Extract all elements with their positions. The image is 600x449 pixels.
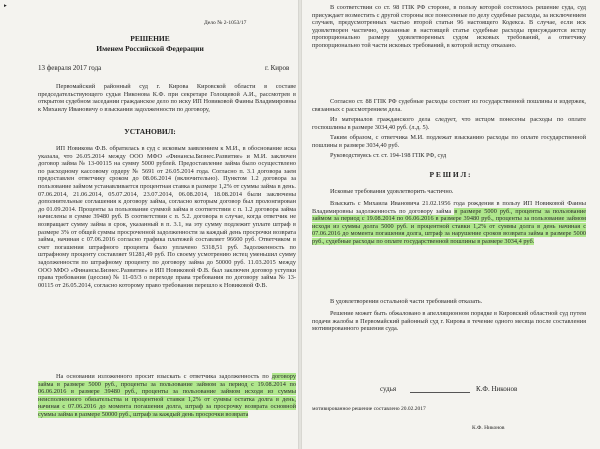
decision-city: г. Киров <box>265 64 290 72</box>
decision-reject-rest: В удовлетворении остальной части требований отказать. <box>330 298 483 305</box>
costs-article-98: В соответствии со ст. 98 ГПК РФ стороне, в пользу которой состоялось решение суда, суд присуждает возместить с другой стороны все понесенные по делу судебные расходы, за исключением случаев, предусмотренных частью второй статьи 96 настоящего Кодекса. В случае, если иск удовлетворен частично, указанные в настоящей статье судебные расходы присуждаются истцу пропорционально размеру удовлетворенных судом исковых требований, а ответчику пропорционально той части исковых требований, в которой истцу отказано. <box>312 4 586 49</box>
decision-partial: Исковые требования удовлетворить частично. <box>330 188 454 195</box>
document-subtitle: Именем Российской Федерации <box>96 44 204 53</box>
document-title: РЕШЕНИЕ <box>130 34 170 43</box>
costs-evidence: Из материалов гражданского дела следует, что истцом понесены расходы по оплате госпошлины в размере 3034,40 руб. (л.д. 5). <box>312 116 586 131</box>
decision-award <box>312 200 586 246</box>
appeal-notice: Решение может быть обжаловано в апелляционном порядке в Кировский областной суд путем подачи жалобы в Первомайский районный суд г. Кирова в течение одного месяца после составления мотивированного решения суда. <box>312 310 586 333</box>
decision-date: 13 февраля 2017 года <box>38 64 102 72</box>
claim-request <box>38 373 296 419</box>
section-established: УСТАНОВИЛ: <box>124 127 176 136</box>
claim-body: ИП Новикова Ф.В. обратилась в суд с исковым заявлением к М.И., в обоснование иска указала, что 26.05.2014 между ООО МФО «Финансы.Бизнес.Развитие» и М.И. заключен договор займа № 13-00115 на сумму 5000 рублей. Предоставление займа было осуществлено по расходному кассовому ордеру № 5691 от 26.05.2014 года. Согласно п. 3.1 договора заем предоставлен ответчику сроком до 08.06.2014 (включительно). Пунктом 1.2 договора за пользование займом устанавливается процентная ставка в размере 1,2% от суммы займа в день. 07.06.2014, 21.06.2014, 05.07.2014, 23.07.2014, 06.08.2014, 18.08.2014 были заключены дополнительные соглашения к договору займа, согласно которым договор был пролонгирован до 01.09.2014. Проценты за пользование суммой займа в соответствии с п. 1.2 договора займа начислены в сумме 39480 руб. В соответствии с п. 5.2. договора в случае, когда ответчик не возвращает сумму займа в срок, указанный в п. 3.1, на эту сумму подлежит уплате штраф в размере 3% от общей суммы просроченной задолженности за каждый день просрочки возврата займа, начиная с 07.06.2016 согласно графика платежей составляет 96600 руб. Ответчиком в счет погашения штрафного процента было уплачено 5318,51 руб. Задолженность по штрафному проценту составляет 91281,49 руб. По своему усмотрению истец уменьшил сумму задолженности по штрафному проценту по договору займа до 50000 руб. 11.03.2015 между ООО МФО «Финансы.Бизнес.Развитие» и ИП Новиковой Ф.В. был заключен договор уступки права требования (цессии) № 11-03/3 о переходе права требования по договору займа № 13-00115 от 26.05.2014, согласно которому право требования перешло к Новиковой Ф.В. <box>38 145 296 289</box>
right-page <box>300 0 600 449</box>
claim-request-plain: На основании изложенного просит взыскать с ответчика задолженность по <box>56 373 269 380</box>
intro-paragraph: Первомайский районный суд г. Кирова Кировской области в составе председательствующего судьи Никонова К.Ф. при секретаре Голощевой А.И., рассмотрев в открытом судебном заседании гражданское дело по иску ИП Новиковой Фаины Владимировны к Михаилу Ивановичу о взыскании задолженности по договору, <box>38 83 296 113</box>
left-margin-mark: ▸ <box>4 3 7 9</box>
legal-basis: Руководствуясь ст. ст. 194-198 ГПК РФ, суд <box>330 152 447 159</box>
case-number: Дело № 2-1053/17 <box>204 20 247 26</box>
claim-request-highlight: договору займа в размере 5000 руб., проценты за пользование займом за период с 19.08.2014 по 06.06.2016 в размере 39480 руб., проценты за пользование займом исходя из суммы неисполненного обязательства и процентной ставки 1,2% от суммы остатка долга в день, начиная с 07.06.2016 до момента погашения долга, штраф за просрочку возврата основной суммы займа в размере 50000 руб., штраф за каждый день просрочки возврата <box>38 373 296 418</box>
costs-article-88: Согласно ст. 88 ГПК РФ судебные расходы состоят из государственной пошлины и издержек, связанных с рассмотрением дела. <box>312 98 586 113</box>
motivated-decision-note: мотивированное решение составлено 20.02.2017 <box>312 406 426 412</box>
signature-line <box>410 392 470 393</box>
costs-conclusion: Таким образом, с ответчика М.И. подлежат взысканию расходы по оплате государственной пошлины в размере 3034,40 руб. <box>312 134 586 149</box>
signature-role: судья <box>380 385 397 393</box>
decision-award-plain: Взыскать с Михаила Ивановича 21.02.1956 года рождения в пользу ИП Новиковой Фаины Владимировны задолженность по договору займа <box>312 200 586 215</box>
stamp-name: К.Ф. Никонов <box>472 425 505 431</box>
section-decided: Р Е Ш И Л : <box>429 170 471 179</box>
decision-award-highlight: в размере 5000 руб., проценты за пользование займом за период с 19.08.2014 по 06.06.2016 в размере 39480 руб., проценты за пользование займом исходя из суммы долга 5000 руб. и процентной ставки 1,2% от суммы долга в день начиная с 07.06.2016 до момента погашения долга, штраф за нарушение сроков возврата займа в размере 5000 руб., судебные расходы по оплате государственной пошлины в размере 3034,4 руб. <box>312 207 587 245</box>
signature-name: К.Ф. Никонов <box>476 385 518 393</box>
